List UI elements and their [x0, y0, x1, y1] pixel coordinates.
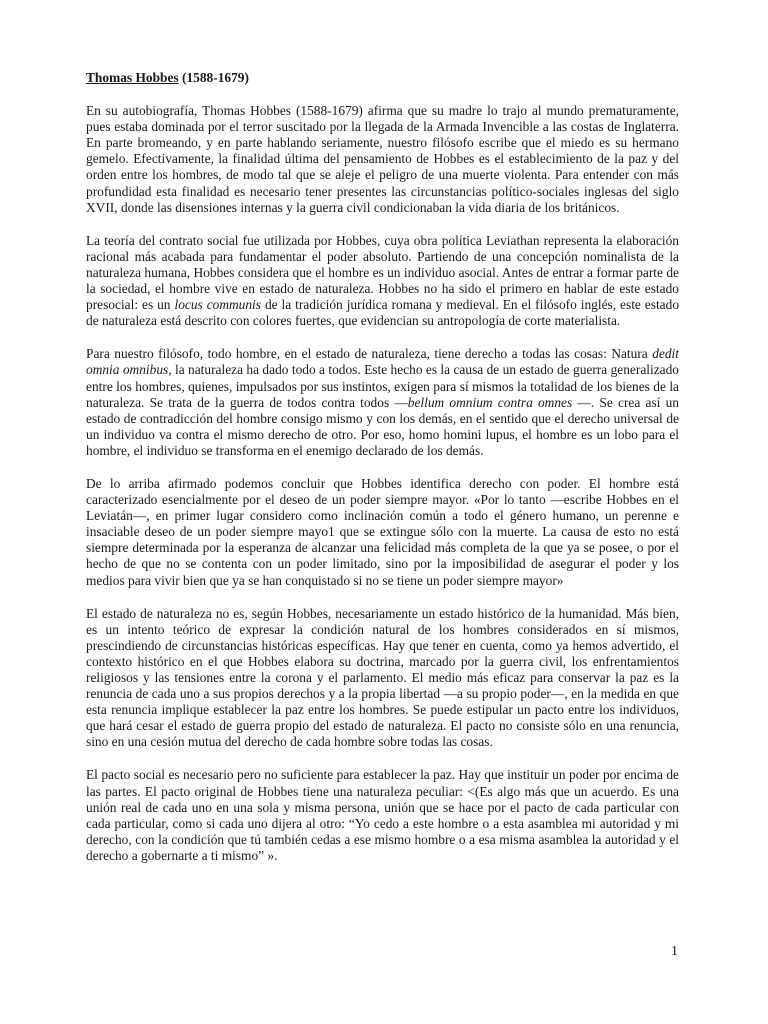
paragraph-text: El pacto social es necesario pero no suficiente para establecer la paz. Hay que instituir un poder por encima de las partes. El pacto original de Hobbes tiene una naturaleza peculiar: <(Es algo más que un acuerdo. Es una unión real de cada uno en una sola y misma persona, unión que se hace por el pacto de cada particular con cada particular, como si cada uno dijera al otro: “Yo cedo a este hombre o a esta asamblea mi autoridad y mi derecho, con la condición que tú también cedas a ese mismo hombre o a esa misma asamblea la autoridad y el derecho a gobernarte a ti mismo” ». — [86, 767, 679, 863]
italic-term: bellum omnium contra omnes — [407, 394, 573, 410]
italic-term: dedit omnia omnibus — [86, 346, 679, 378]
italic-term: locus communis — [174, 297, 261, 313]
paragraph-3 — [86, 346, 679, 459]
paragraph-text: , la naturaleza ha dado todo a todos. Este hecho es la causa de un estado de guerra generalizado entre los hombres, quienes, impulsados por sus instintos, exigen para sí mismos la totalidad de los bienes de la naturaleza. Se trata de la guerra de todos contra todos — — [86, 362, 679, 410]
paragraph-text: En su autobiografía, Thomas Hobbes (1588-1679) afirma que su madre lo trajo al mundo prematuramente, pues estaba dominada por el terror suscitado por la llegada de la Armada Invencible a las costas de Inglaterra. En parte bromeando, y en parte hablando seriamente, nuestro filósofo escribe que el miedo es su hermano gemelo. Efectivamente, la finalidad última del pensamiento de Hobbes es el establecimiento de la paz y del orden entre los hombres, de modo tal que se aleje el peligro de una muerte violenta. Para entender con más profundidad esta finalidad es necesario tener presentes las circunstancias político-sociales inglesas del siglo XVII, donde las disensiones internas y la guerra civil condicionaban la vida diaria de los británicos. — [86, 103, 679, 215]
paragraph-text: —. Se crea así un estado de contradicción del hombre consigo mismo y con los demás, en el sentido que el derecho universal de un individuo va contra el mismo derecho de otro. Por eso, homo homini lupus, el hombre es un lobo para el hombre, el individuo se transforma en el enemigo declarado de los demás. — [86, 394, 679, 458]
paragraph-2 — [86, 233, 679, 330]
paragraph-text: Para nuestro filósofo, todo hombre, en el estado de naturaleza, tiene derecho a todas las cosas: Natura — [86, 346, 653, 362]
paragraph-text: De lo arriba afirmado podemos concluir que Hobbes identifica derecho con poder. El hombre está caracterizado esencialmente por el deseo de un poder siempre mayor. «Por lo tanto —escribe Hobbes en el Leviatán—, en primer lugar considero como inclinación común a todo el género humano, un perenne e insaciable deseo de un poder siempre mayo1 que se extingue sólo con la muerte. La causa de esto no está siempre determinada por la esperanza de alcanzar una felicidad más completa de la que ya se posee, o por el hecho de que no se contenta con un poder limitado, sino por la imposibilidad de asegurar el poder y los medios para vivir bien que ya se han conquistado si no se tiene un poder siempre mayor» — [86, 475, 679, 588]
paragraph-4 — [86, 476, 679, 589]
title-name: Thomas Hobbes — [86, 70, 179, 85]
document-title — [86, 70, 679, 86]
document-body — [86, 103, 679, 864]
title-dates: (1588-1679) — [178, 70, 249, 85]
paragraph-1 — [86, 103, 679, 216]
paragraph-6 — [86, 767, 679, 864]
paragraph-text: El estado de naturaleza no es, según Hobbes, necesariamente un estado histórico de la humanidad. Más bien, es un intento teórico de expresar la condición natural de los hombres considerados en sí mismos, prescindiendo de circunstancias históricas específicas. Hay que tener en cuenta, como ya hemos advertido, el contexto histórico en el que Hobbes elabora su doctrina, marcado por la guerra civil, los enfrentamientos religiosos y las tensiones entre la corona y el parlamento. El medio más eficaz para conservar la paz es la renuncia de cada uno a sus propios derechos y a la propia libertad —a su propio poder—, en la medida en que esta renuncia implique establecer la paz entre los hombres. Se puede estipular un pacto entre los individuos, que hará cesar el estado de guerra propio del estado de naturaleza. El pacto no consiste sólo en una renuncia, sino en una cesión mutua del derecho de cada hombre sobre todas las cosas. — [86, 605, 679, 750]
paragraph-text: La teoría del contrato social fue utilizada por Hobbes, cuya obra política Leviathan representa la elaboración racional más acabada para fundamentar el poder absoluto. Partiendo de una concepción nominalista de la naturaleza humana, Hobbes considera que el hombre es un individuo asocial. Antes de entrar a formar parte de la sociedad, el hombre vive en estado de naturaleza. Hobbes no ha sido el primero en hablar de este estado presocial: es un — [86, 232, 679, 313]
paragraph-text: de la tradición jurídica romana y medieval. En el filósofo inglés, este estado de naturaleza está descrito con colores fuertes, que evidencian su antropología de corte materialista. — [86, 297, 680, 329]
page-number: 1 — [671, 944, 678, 959]
document-page — [86, 70, 679, 881]
paragraph-5 — [86, 606, 679, 751]
